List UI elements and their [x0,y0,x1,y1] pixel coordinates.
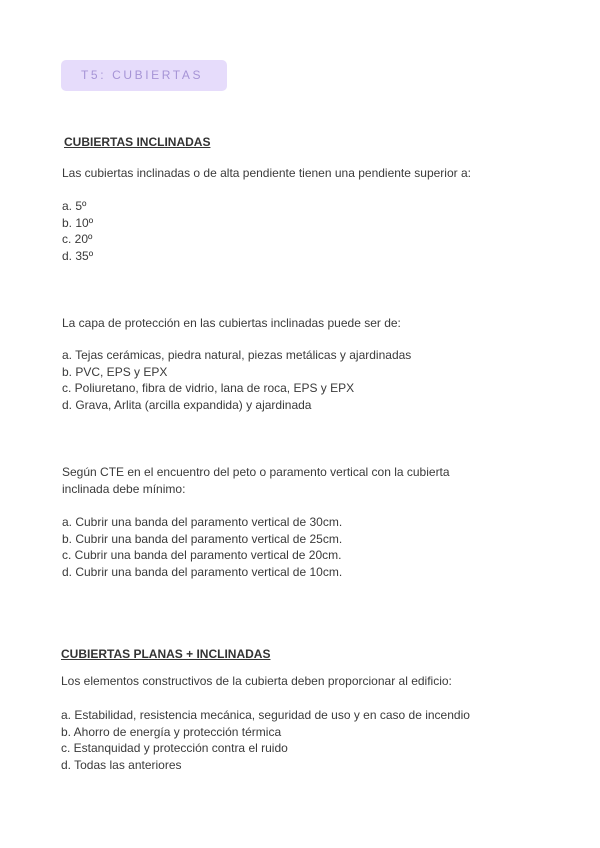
question-block [61,673,452,690]
question-text: Los elementos constructivos de la cubierta deben proporcionar al edificio: [61,674,452,688]
section-heading-text: CUBIERTAS INCLINADAS [64,135,211,149]
question-block [62,165,471,182]
option-d: d. Grava, Arlita (arcilla expandida) y ajardinada [62,397,312,412]
option-b: b. 10º [62,215,94,230]
options-list [62,347,411,413]
topic-badge [61,60,227,91]
option-a: a. 5º [62,199,87,213]
option-b: b. PVC, EPS y EPX [62,364,168,379]
question-block [62,464,450,497]
option-a: a. Tejas cerámicas, piedra natural, piezas metálicas y ajardinadas [62,348,412,362]
section-heading-inclinadas [64,134,210,151]
question-text-line2: inclinada debe mínimo: [62,481,186,496]
option-c: c. 20º [62,232,93,246]
options-list [62,514,342,580]
option-c: c. Cubrir una banda del paramento vertical de 20cm. [62,548,342,562]
topic-badge-label: T5: CUBIERTAS [81,68,204,82]
question-text: La capa de protección en las cubiertas inclinadas puede ser de: [62,316,401,330]
options-list [62,198,93,264]
option-a: a. Estabilidad, resistencia mecánica, seguridad de uso y en caso de incendio [61,708,470,722]
option-b: b. Cubrir una banda del paramento vertical de 25cm. [62,531,343,546]
option-b: b. Ahorro de energía y protección térmica [61,724,282,739]
option-d: d. 35º [62,248,94,263]
section-heading-planas-inclinadas [61,646,270,663]
option-c: c. Estanquidad y protección contra el ruido [61,741,288,755]
question-block [62,315,401,332]
question-text-line1: Según CTE en el encuentro del peto o paramento vertical con la cubierta [62,465,450,479]
option-c: c. Poliuretano, fibra de vidrio, lana de roca, EPS y EPX [62,381,355,395]
question-text: Las cubiertas inclinadas o de alta pendiente tienen una pendiente superior a: [62,166,471,180]
option-a: a. Cubrir una banda del paramento vertical de 30cm. [62,515,343,529]
section-heading-text: CUBIERTAS PLANAS + INCLINADAS [61,647,271,661]
options-list [61,707,470,773]
option-d: d. Cubrir una banda del paramento vertical de 10cm. [62,564,343,579]
option-d: d. Todas las anteriores [61,757,182,772]
